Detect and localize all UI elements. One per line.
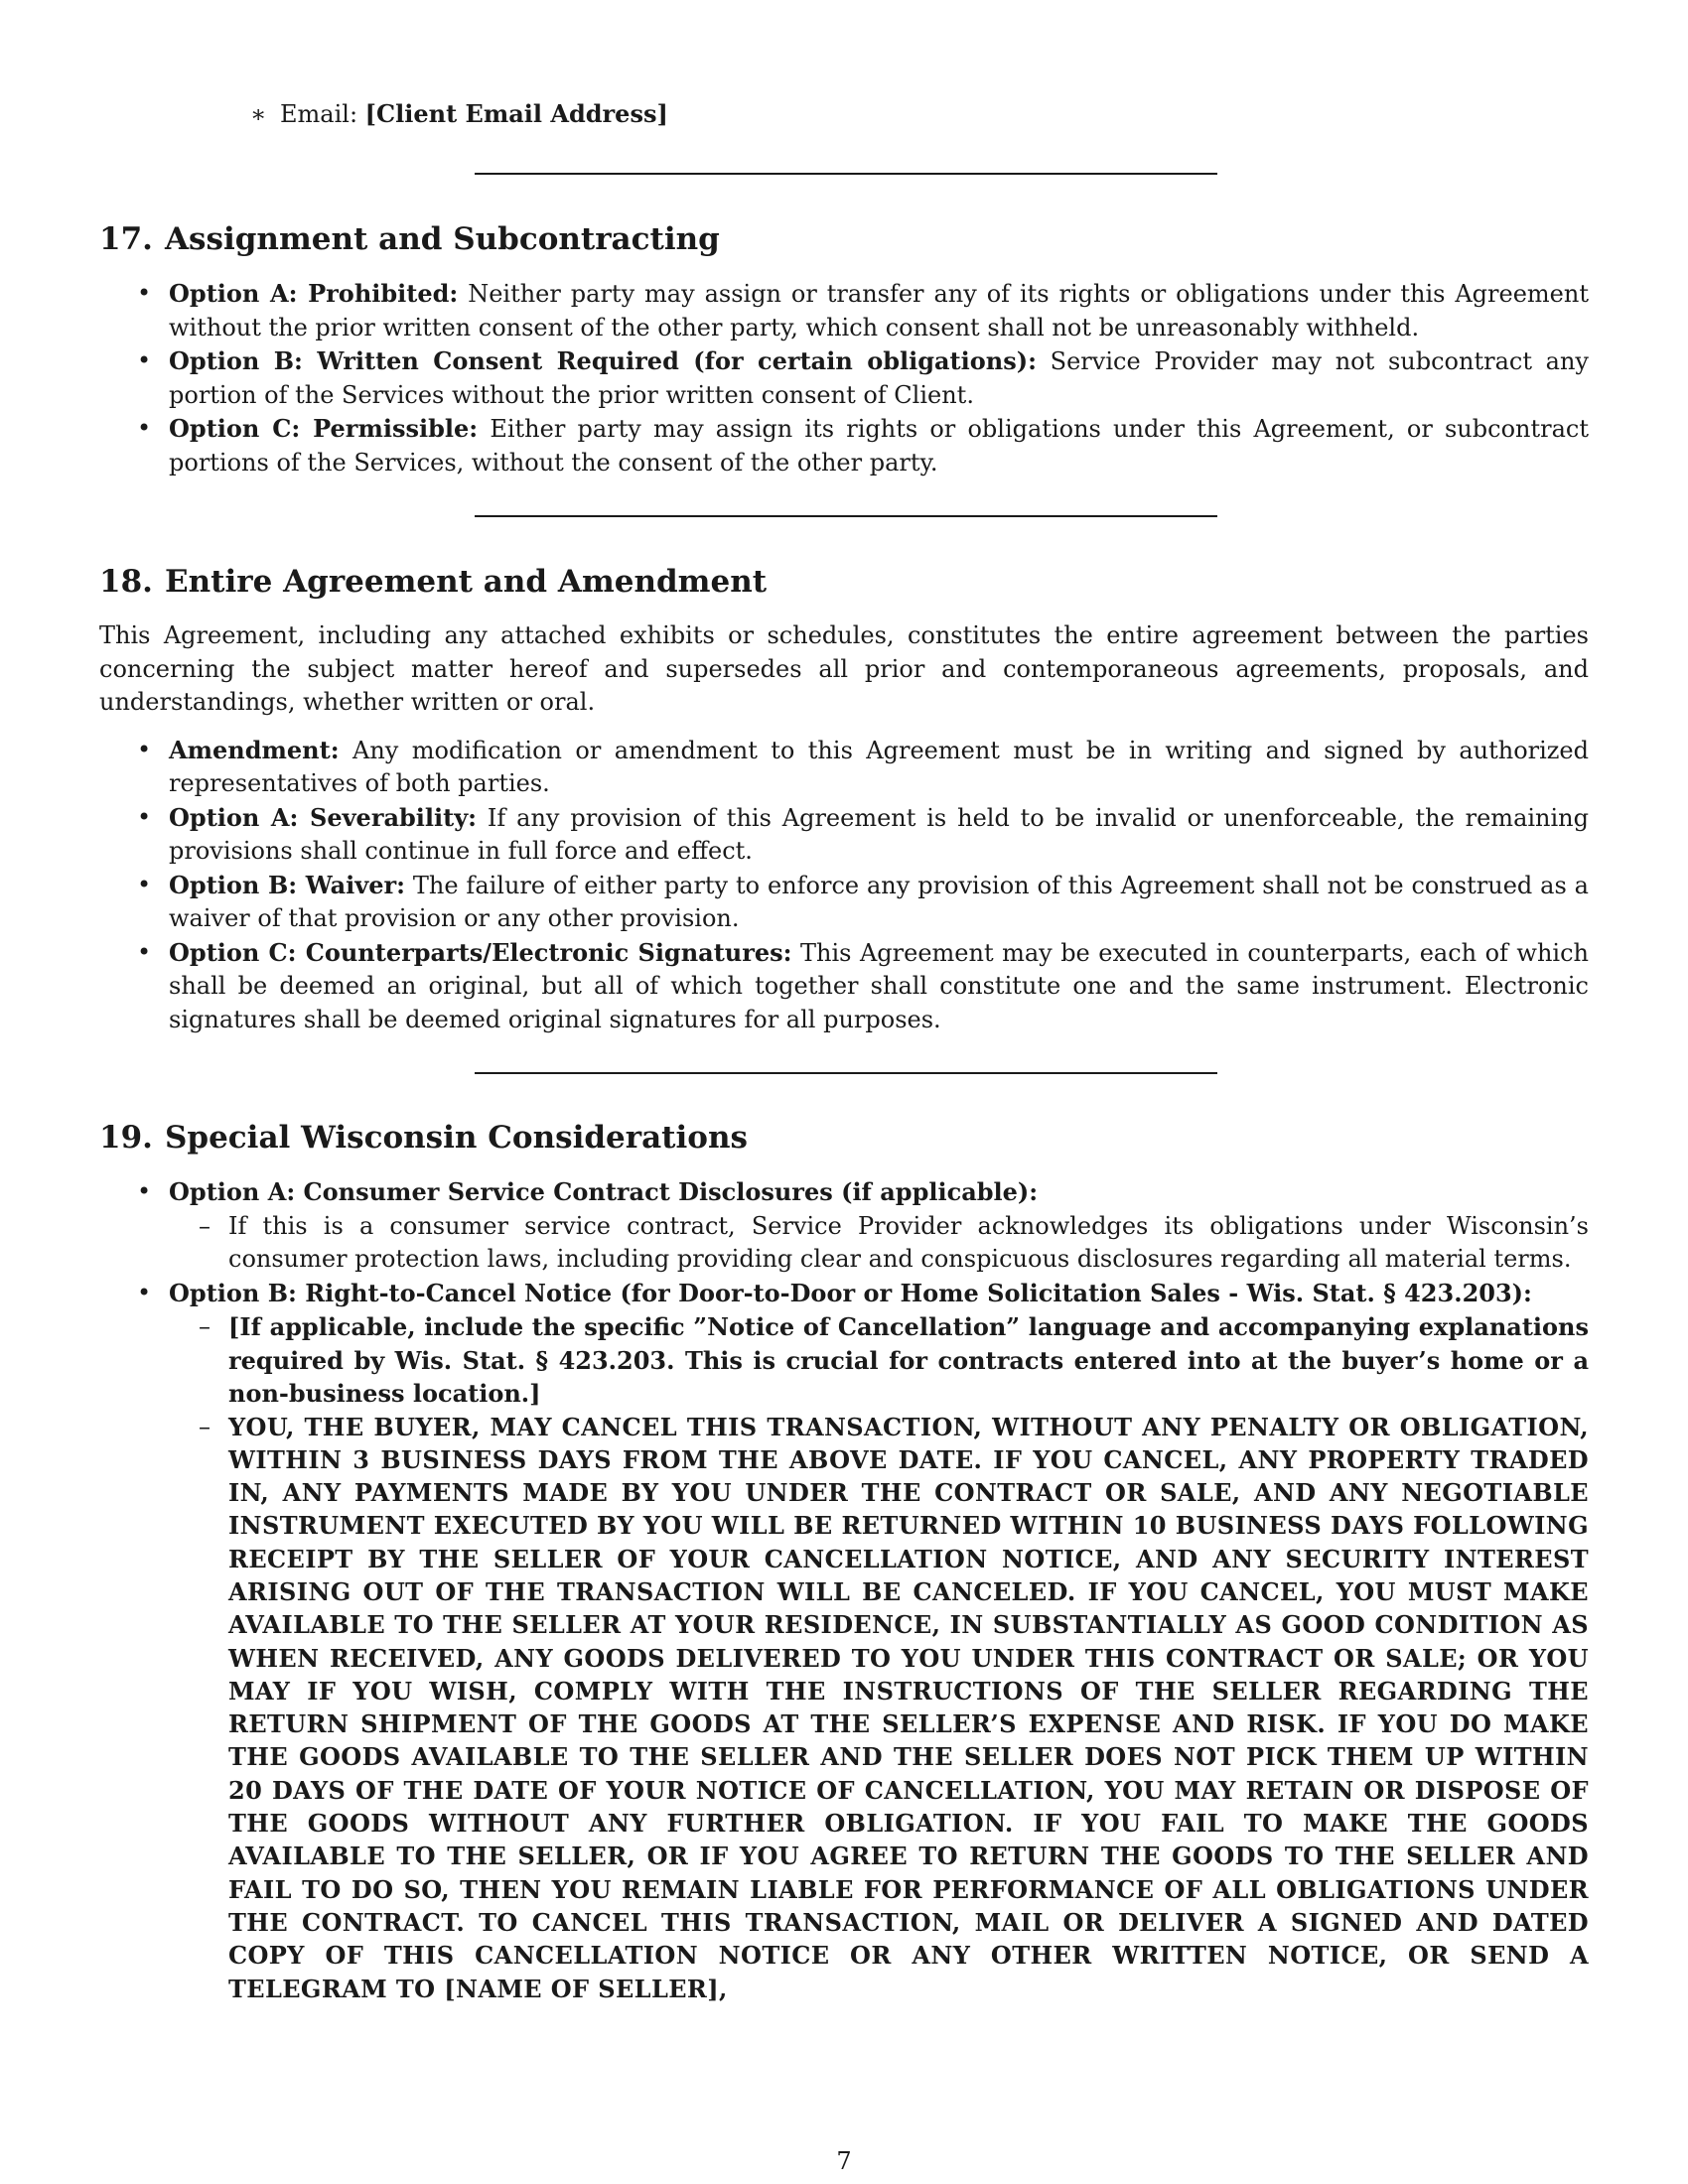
list-item <box>99 412 1589 479</box>
item-label: Option C: Permissible: <box>169 414 479 443</box>
list-item <box>99 277 1589 344</box>
item-label: Option A: Prohibited: <box>169 279 459 308</box>
list-item <box>99 1175 1589 1277</box>
email-label: Email: <box>280 100 358 128</box>
item-text: Neither party may assign or transfer any of its rights or obligations under this Agreement without the prior written consent of the other party, which consent shall not be unreasonably withheld. <box>169 280 1589 341</box>
sub-list <box>169 1210 1589 1277</box>
client-email-line <box>250 99 668 128</box>
item-text: Either party may assign its rights or obligations under this Agreement, or subcontract portions of the Services, without the consent of the other party. <box>169 415 1589 477</box>
section-19-title: Special Wisconsin Considerations <box>165 1120 748 1156</box>
section-18-list <box>99 734 1589 1037</box>
section-18-body <box>99 619 1589 1036</box>
section-18-title: Entire Agreement and Amendment <box>165 564 768 600</box>
item-label: Option A: Consumer Service Contract Disclosures (if applicable): <box>169 1177 1039 1206</box>
section-18-intro: This Agreement, including any attached exhibits or schedules, constitutes the entire agreement between the parties concerning the subject matter hereof and supersedes all prior and contemporaneous agreements, proposals, and understandings, whether written or oral. <box>99 621 1589 716</box>
list-item <box>99 936 1589 1037</box>
item-text: Any modification or amendment to this Agreement must be in writing and signed by authorized representatives of both parties. <box>169 736 1590 797</box>
section-19-list <box>99 1175 1589 2005</box>
section-divider <box>475 515 1217 517</box>
item-text: The failure of either party to enforce any provision of this Agreement shall not be construed as a waiver of that provision or any other provision. <box>169 871 1589 932</box>
list-item <box>99 869 1589 936</box>
item-label: Amendment: <box>169 735 340 764</box>
item-label: Option C: Counterparts/Electronic Signatures: <box>169 937 792 967</box>
item-label: Option A: Severability: <box>169 802 478 832</box>
list-item <box>99 344 1589 412</box>
list-item <box>99 734 1589 801</box>
section-19-body <box>99 1175 1589 2005</box>
sub-list-item: – [If applicable, include the specific ”Notice of Cancellation” language and accompanying explanations required by Wis. Stat. § 423.203. This is crucial for contracts entered into at the buyer’s home or a non-business location.] <box>169 1310 1589 1411</box>
section-divider <box>475 173 1217 175</box>
cancellation-notice-text: – YOU, THE BUYER, MAY CANCEL THIS TRANSACTION, WITHOUT ANY PENALTY OR OBLIGATION, WITHIN 3 BUSINESS DAYS FROM THE ABOVE DATE. IF YOU CANCEL, ANY PROPERTY TRADED IN, ANY PAYMENTS MADE BY YOU UNDER THE CONTRACT OR SALE, AND ANY NEGOTIABLE INSTRUMENT EXECUTED BY YOU WILL BE RETURNED WITHIN 10 BUSINESS DAYS FOLLOWING RECEIPT BY THE SELLER OF YOUR CANCELLATION NOTICE, AND ANY SECURITY INTEREST ARISING OUT OF THE TRANSACTION WILL BE CANCELED. IF YOU CANCEL, YOU MUST MAKE AVAILABLE TO THE SELLER AT YOUR RESIDENCE, IN SUBSTANTIALLY AS GOOD CONDITION AS WHEN RECEIVED, ANY GOODS DELIVERED TO YOU UNDER THIS CONTRACT OR SALE; OR YOU MAY IF YOU WISH, COMPLY WITH THE INSTRUCTIONS OF THE SELLER REGARDING THE RETURN SHIPMENT OF THE GOODS AT THE SELLER’S EXPENSE AND RISK. IF YOU DO MAKE THE GOODS AVAILABLE TO THE SELLER AND THE SELLER DOES NOT PICK THEM UP WITHIN 20 DAYS OF THE DATE OF YOUR NOTICE OF CANCELLATION, YOU MAY RETAIN OR DISPOSE OF THE GOODS WITHOUT ANY FURTHER OBLIGATION. IF YOU FAIL TO MAKE THE GOODS AVAILABLE TO THE SELLER, OR IF YOU AGREE TO RETURN THE GOODS TO THE SELLER AND FAIL TO DO SO, THEN YOU REMAIN LIABLE FOR PERFORMANCE OF ALL OBLIGATIONS UNDER THE CONTRACT. TO CANCEL THIS TRANSACTION, MAIL OR DELIVER A SIGNED AND DATED COPY OF THIS CANCELLATION NOTICE OR ANY OTHER WRITTEN NOTICE, OR SEND A TELEGRAM TO [NAME OF SELLER], <box>169 1411 1589 2005</box>
item-text: This Agreement may be executed in counterparts, each of which shall be deemed an original, but all of which together shall constitute one and the same instrument. Electronic signatures shall be deemed original signatures for all purposes. <box>169 938 1589 1033</box>
section-19-heading <box>99 1120 748 1156</box>
section-17-list <box>99 277 1589 479</box>
section-18-heading <box>99 564 767 600</box>
page-number: 7 <box>836 2147 852 2175</box>
item-label: Option B: Written Consent Required (for certain obligations): <box>169 346 1037 375</box>
item-label: Option B: Waiver: <box>169 870 405 899</box>
list-item <box>99 801 1589 869</box>
item-text: If any provision of this Agreement is held to be invalid or unenforceable, the remaining provisions shall continue in full force and effect. <box>169 803 1590 865</box>
section-17-heading <box>99 221 720 257</box>
asterisk-bullet-icon: ∗ <box>250 100 267 128</box>
sub-list <box>169 1310 1589 2005</box>
section-divider <box>475 1072 1217 1074</box>
sub-list-item: – If this is a consumer service contract, Service Provider acknowledges its obligations under Wisconsin’s consumer protection laws, including providing clear and conspicuous disclosures regarding all material terms. <box>169 1210 1589 1277</box>
item-label: Option B: Right-to-Cancel Notice (for Door-to-Door or Home Solicitation Sales - Wis. Stat. § 423.203): <box>169 1278 1532 1307</box>
item-text: Service Provider may not subcontract any portion of the Services without the prior written consent of Client. <box>169 347 1589 409</box>
email-value: [Client Email Address] <box>364 99 668 128</box>
section-18-number: 18. <box>99 564 153 600</box>
section-17-body <box>99 277 1589 479</box>
list-item <box>99 1277 1589 2005</box>
section-17-title: Assignment and Subcontracting <box>165 221 720 257</box>
section-19-number: 19. <box>99 1120 153 1156</box>
section-17-number: 17. <box>99 221 153 257</box>
